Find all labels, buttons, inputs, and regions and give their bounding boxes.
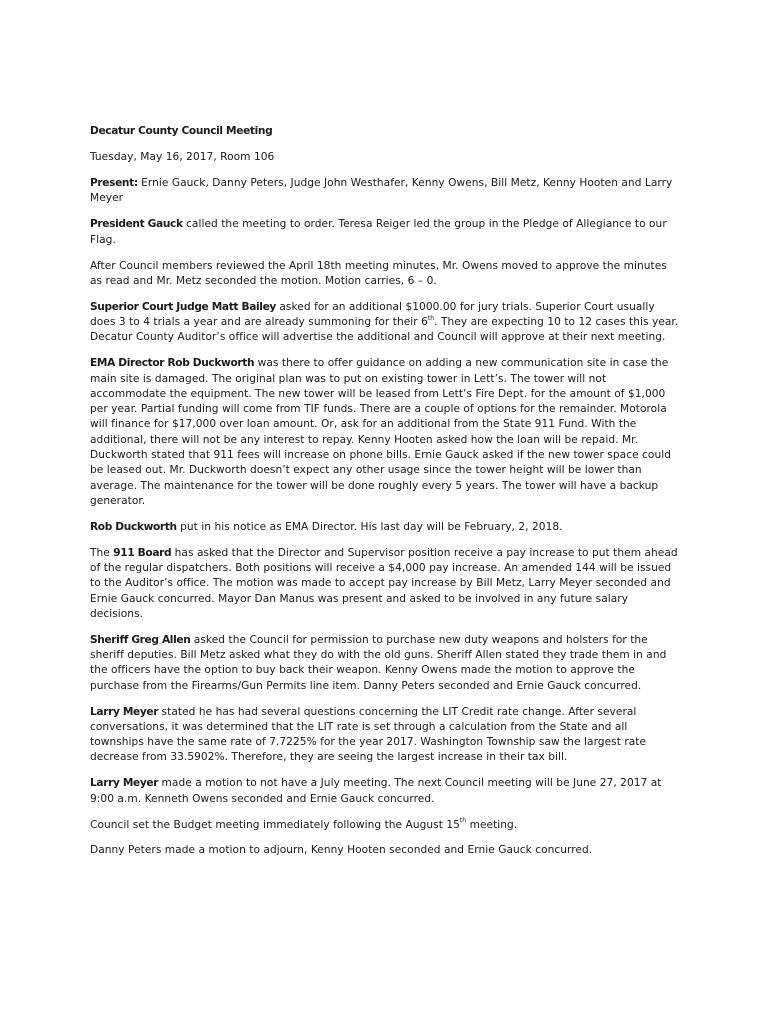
board-911-lead: 911 Board	[113, 546, 172, 559]
ema-notice-lead: Rob Duckworth	[90, 520, 177, 533]
jury-trials-text-b: . They are expecting 10 to 12 cases this year. Decatur County Auditor’s office will advertise the additional and Council will approve at their next meeting.	[90, 316, 679, 344]
board-911-paragraph	[90, 546, 682, 622]
july-meeting-text: made a motion to not have a July meeting. The next Council meeting will be June 27, 2017 at 9:00 a.m. Kenneth Owens seconded and Ernie Gauck concurred.	[90, 777, 662, 805]
present-label: Present:	[90, 177, 138, 190]
board-911-text: has asked that the Director and Supervisor position receive a pay increase to put them ahead of the regular dispatchers. Both positions will receive a $4,000 pay increase. An amended 144 will be issued to the Auditor’s office. The motion was made to accept pay increase by Bill Metz, Larry Meyer seconded and Ernie Gauck concurred. Mayor Dan Manus was present and asked to be involved in any future salary decisions.	[90, 546, 678, 620]
meeting-date: Tuesday, May 16, 2017, Room 106	[90, 151, 275, 164]
lit-rate-paragraph	[90, 705, 682, 766]
call-to-order-paragraph	[90, 217, 682, 248]
adjourn-paragraph: Danny Peters made a motion to adjourn, Kenny Hooten seconded and Ernie Gauck concurred.	[90, 844, 593, 857]
sheriff-weapons-text: asked the Council for permission to purchase new duty weapons and holsters for the sheriff deputies. Bill Metz asked what they do with the old guns. Sheriff Allen stated they trade them in and the officers have the option to buy back their weapon. Kenny Owens made the motion to approve the purchase from the Firearms/Gun Permits line item. Danny Peters seconded and Ernie Gauck concurred.	[90, 633, 667, 692]
document-page	[90, 124, 682, 869]
lit-rate-text: stated he has had several questions concerning the LIT Credit rate change. After several conversations, it was determined that the LIT rate is set through a calculation from the State and all townships have the same rate of 7.7225% for the year 2017. Washington Township saw the largest rate decrease from 33.5902%. Therefore, they are seeing the largest increase in their tax bill.	[90, 705, 647, 764]
sheriff-weapons-paragraph	[90, 633, 682, 694]
lit-rate-lead: Larry Meyer	[90, 705, 159, 718]
minutes-approval-paragraph: After Council members reviewed the April 18th meeting minutes, Mr. Owens moved to approve the minutes as read and Mr. Metz seconded the motion. Motion carries, 6 – 0.	[90, 259, 667, 287]
attendees-paragraph	[90, 176, 682, 207]
board-911-pre: The	[90, 546, 114, 559]
july-meeting-lead: Larry Meyer	[90, 777, 159, 790]
budget-meeting-text-b: meeting.	[466, 818, 518, 831]
ema-tower-lead: EMA Director Rob Duckworth	[90, 357, 255, 370]
jury-trials-text-a: asked for an additional $1000.00 for jury trials. Superior Court usually does 3 to 4 trials a year and are already summoning for their 6	[90, 300, 655, 329]
sheriff-weapons-lead: Sheriff Greg Allen	[90, 633, 191, 646]
jury-trials-paragraph	[90, 300, 682, 346]
budget-meeting-paragraph	[90, 818, 682, 833]
ema-tower-text: was there to offer guidance on adding a new communication site in case the main site is damaged. The original plan was to put on existing tower in Lett’s. The tower will not accommodate the equipment. The new tower will be leased from Lett’s Fire Dept. for the amount of $1,000 per year. Partial funding will come from TIF funds. There are a couple of options for the remainder. Motorola will finance for $17,000 over loan amount. Or, ask for an additional from the State 911 Fund. With the additional, there will not be any interest to repay. Kenny Hooten asked how the loan will be repaid. Mr. Duckworth stated that 911 fees will increase on phone bills. Ernie Gauck asked if the new tower space could be leased out. Mr. Duckworth doesn’t expect any other usage since the tower height will be lower than average. The maintenance for the tower will be done roughly every 5 years. The tower will have a backup generator.	[90, 357, 671, 507]
july-meeting-paragraph	[90, 776, 682, 807]
budget-meeting-text-a: Council set the Budget meeting immediately following the August 15	[90, 818, 460, 831]
ema-notice-paragraph	[90, 520, 682, 535]
call-to-order-text: called the meeting to order. Teresa Reiger led the group in the Pledge of Allegiance to our Flag.	[90, 218, 667, 246]
attendees-text: Ernie Gauck, Danny Peters, Judge John Westhafer, Kenny Owens, Bill Metz, Kenny Hooten and Larry Meyer	[90, 177, 673, 205]
budget-meeting-superscript: th	[459, 816, 467, 824]
jury-trials-superscript: th	[427, 314, 435, 322]
call-to-order-lead: President Gauck	[90, 218, 183, 231]
document-title: Decatur County Council Meeting	[90, 125, 273, 137]
ema-tower-paragraph	[90, 356, 682, 509]
jury-trials-lead: Superior Court Judge Matt Bailey	[90, 300, 276, 313]
ema-notice-text: put in his notice as EMA Director. His last day will be February, 2, 2018.	[176, 520, 563, 533]
